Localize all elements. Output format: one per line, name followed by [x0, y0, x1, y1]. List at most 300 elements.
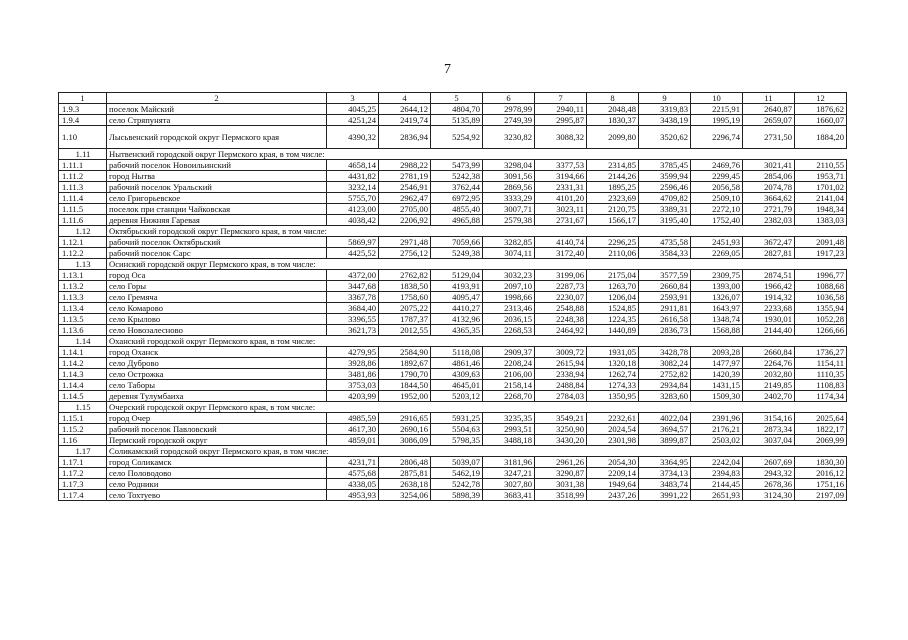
cell-value: 3664,62: [743, 193, 795, 204]
row-code: 1.17.2: [59, 468, 107, 479]
cell-value: 3154,16: [743, 413, 795, 424]
cell-value: 2215,91: [691, 104, 743, 115]
cell-value: 2176,21: [691, 424, 743, 435]
table-row: [59, 182, 847, 193]
cell-value: 3488,18: [483, 435, 535, 446]
cell-value: 1930,01: [743, 314, 795, 325]
cell-value: 1787,37: [379, 314, 431, 325]
cell-value: 2419,74: [379, 115, 431, 126]
cell-value: 1660,07: [795, 115, 847, 126]
cell-value: 2338,94: [535, 369, 587, 380]
cell-value: 2678,36: [743, 479, 795, 490]
district-row: [59, 446, 847, 457]
row-name: Нытвенский городской округ Пермского края, в том числе:: [107, 149, 847, 160]
table-body: [59, 104, 847, 501]
cell-value: 2762,82: [379, 270, 431, 281]
table-row: [59, 104, 847, 115]
cell-value: 5504,63: [431, 424, 483, 435]
row-code: 1.13.2: [59, 281, 107, 292]
cell-value: 2469,76: [691, 160, 743, 171]
cell-value: 2962,47: [379, 193, 431, 204]
cell-value: 1995,19: [691, 115, 743, 126]
cell-value: 3396,55: [327, 314, 379, 325]
row-code: 1.13.5: [59, 314, 107, 325]
column-header: 4: [379, 93, 431, 104]
table-row: [59, 435, 847, 446]
cell-value: 2873,34: [743, 424, 795, 435]
cell-value: 2616,58: [639, 314, 691, 325]
cell-value: 1320,18: [587, 358, 639, 369]
cell-value: 3032,23: [483, 270, 535, 281]
row-name: город Соликамск: [107, 457, 327, 468]
cell-value: 2016,12: [795, 468, 847, 479]
cell-value: 3074,11: [483, 248, 535, 259]
cell-value: 2644,12: [379, 104, 431, 115]
cell-value: 4953,93: [327, 490, 379, 501]
cell-value: 2940,11: [535, 104, 587, 115]
cell-value: 2272,10: [691, 204, 743, 215]
cell-value: 2309,75: [691, 270, 743, 281]
cell-value: 2995,87: [535, 115, 587, 126]
cell-value: 2451,93: [691, 237, 743, 248]
cell-value: 2331,31: [535, 182, 587, 193]
cell-value: 1568,88: [691, 325, 743, 336]
table-row: [59, 413, 847, 424]
cell-value: 2391,96: [691, 413, 743, 424]
cell-value: 3088,32: [535, 126, 587, 149]
cell-value: 1355,94: [795, 303, 847, 314]
cell-value: 1966,42: [743, 281, 795, 292]
table-row: [59, 424, 847, 435]
cell-value: 4859,01: [327, 435, 379, 446]
column-header: 1: [59, 93, 107, 104]
cell-value: 1348,74: [691, 314, 743, 325]
cell-value: 2784,03: [535, 391, 587, 402]
cell-value: 4861,46: [431, 358, 483, 369]
cell-value: 2032,80: [743, 369, 795, 380]
row-name: город Оханск: [107, 347, 327, 358]
cell-value: 2144,45: [691, 479, 743, 490]
cell-value: 2110,06: [587, 248, 639, 259]
cell-value: 2025,64: [795, 413, 847, 424]
cell-value: 2296,74: [691, 126, 743, 149]
cell-value: 2206,92: [379, 215, 431, 226]
cell-value: 2074,78: [743, 182, 795, 193]
cell-value: 1643,97: [691, 303, 743, 314]
cell-value: 5254,92: [431, 126, 483, 149]
row-name: рабочий поселок Сарс: [107, 248, 327, 259]
cell-value: 5249,38: [431, 248, 483, 259]
table-row: [59, 237, 847, 248]
district-row: [59, 336, 847, 347]
row-name: деревня Тулумбаиха: [107, 391, 327, 402]
row-code: 1.11.3: [59, 182, 107, 193]
cell-value: 4855,40: [431, 204, 483, 215]
row-code: 1.14.2: [59, 358, 107, 369]
cell-value: 2854,06: [743, 171, 795, 182]
cell-value: 2093,28: [691, 347, 743, 358]
cell-value: 1790,70: [379, 369, 431, 380]
cell-value: 2916,65: [379, 413, 431, 424]
cell-value: 1931,05: [587, 347, 639, 358]
table-row: [59, 358, 847, 369]
row-code: 1.13.1: [59, 270, 107, 281]
cell-value: 1263,70: [587, 281, 639, 292]
cell-value: 1752,40: [691, 215, 743, 226]
cell-value: 3928,86: [327, 358, 379, 369]
cell-value: 2660,84: [639, 281, 691, 292]
cell-value: 7059,66: [431, 237, 483, 248]
cell-value: 3899,87: [639, 435, 691, 446]
row-code: 1.11.6: [59, 215, 107, 226]
table-row: [59, 160, 847, 171]
row-code: 1.16: [59, 435, 107, 446]
row-name: рабочий поселок Уральский: [107, 182, 327, 193]
cell-value: 4575,68: [327, 468, 379, 479]
cell-value: 2197,09: [795, 490, 847, 501]
table-row: [59, 215, 847, 226]
cell-value: 2607,69: [743, 457, 795, 468]
cell-value: 2437,26: [587, 490, 639, 501]
cell-value: 3021,41: [743, 160, 795, 171]
row-name: село Тохтуево: [107, 490, 327, 501]
table-row: [59, 380, 847, 391]
cell-value: 2749,39: [483, 115, 535, 126]
table-row: [59, 248, 847, 259]
cell-value: 2314,85: [587, 160, 639, 171]
cell-value: 4372,00: [327, 270, 379, 281]
cell-value: 3683,41: [483, 490, 535, 501]
table-row: [59, 193, 847, 204]
cell-value: 4231,71: [327, 457, 379, 468]
cell-value: 2943,32: [743, 468, 795, 479]
cell-value: 1036,58: [795, 292, 847, 303]
cell-value: 1884,20: [795, 126, 847, 149]
district-row: [59, 226, 847, 237]
row-name: село Половодово: [107, 468, 327, 479]
cell-value: 3377,53: [535, 160, 587, 171]
cell-value: 2248,38: [535, 314, 587, 325]
cell-value: 3428,78: [639, 347, 691, 358]
cell-value: 1892,67: [379, 358, 431, 369]
cell-value: 1838,50: [379, 281, 431, 292]
cell-value: 3082,24: [639, 358, 691, 369]
cell-value: 3333,29: [483, 193, 535, 204]
cell-value: 3235,35: [483, 413, 535, 424]
row-name: село Гремяча: [107, 292, 327, 303]
cell-value: 3481,86: [327, 369, 379, 380]
cell-value: 1431,15: [691, 380, 743, 391]
cell-value: 1876,62: [795, 104, 847, 115]
cell-value: 2056,58: [691, 182, 743, 193]
cell-value: 4038,42: [327, 215, 379, 226]
cell-value: 2144,40: [743, 325, 795, 336]
cell-value: 3753,03: [327, 380, 379, 391]
cell-value: 3684,40: [327, 303, 379, 314]
cell-value: 2106,00: [483, 369, 535, 380]
cell-value: 2069,99: [795, 435, 847, 446]
row-name: село Дуброво: [107, 358, 327, 369]
cell-value: 2934,84: [639, 380, 691, 391]
cell-value: 3254,06: [379, 490, 431, 501]
cell-value: 2488,84: [535, 380, 587, 391]
tariff-table: [58, 92, 847, 501]
cell-value: 3230,82: [483, 126, 535, 149]
cell-value: 5203,12: [431, 391, 483, 402]
cell-value: 2264,76: [743, 358, 795, 369]
row-code: 1.13.6: [59, 325, 107, 336]
cell-value: 1052,28: [795, 314, 847, 325]
district-row: [59, 149, 847, 160]
cell-value: 3027,80: [483, 479, 535, 490]
cell-value: 2660,84: [743, 347, 795, 358]
table-row: [59, 270, 847, 281]
cell-value: 5755,70: [327, 193, 379, 204]
cell-value: 3518,99: [535, 490, 587, 501]
cell-value: 2036,15: [483, 314, 535, 325]
cell-value: 2012,55: [379, 325, 431, 336]
cell-value: 1844,50: [379, 380, 431, 391]
page-number: 7: [444, 62, 451, 77]
cell-value: 2596,46: [639, 182, 691, 193]
row-code: 1.15.2: [59, 424, 107, 435]
cell-value: 1524,85: [587, 303, 639, 314]
cell-value: 4709,82: [639, 193, 691, 204]
cell-value: 1822,17: [795, 424, 847, 435]
cell-value: 2464,92: [535, 325, 587, 336]
cell-value: 3298,04: [483, 160, 535, 171]
cell-value: 3091,56: [483, 171, 535, 182]
row-name: село Стряпунята: [107, 115, 327, 126]
cell-value: 4425,52: [327, 248, 379, 259]
cell-value: 2120,75: [587, 204, 639, 215]
cell-value: 1110,35: [795, 369, 847, 380]
cell-value: 3430,20: [535, 435, 587, 446]
cell-value: 3290,87: [535, 468, 587, 479]
cell-value: 4101,20: [535, 193, 587, 204]
row-name: село Острожка: [107, 369, 327, 380]
cell-value: 4022,04: [639, 413, 691, 424]
cell-value: 3037,04: [743, 435, 795, 446]
cell-value: 3250,90: [535, 424, 587, 435]
row-code: 1.9.3: [59, 104, 107, 115]
cell-value: 2721,79: [743, 204, 795, 215]
district-row: [59, 259, 847, 270]
cell-value: 3991,22: [639, 490, 691, 501]
cell-value: 2301,98: [587, 435, 639, 446]
cell-value: 1830,30: [795, 457, 847, 468]
cell-value: 1736,27: [795, 347, 847, 358]
cell-value: 3009,72: [535, 347, 587, 358]
cell-value: 2993,51: [483, 424, 535, 435]
cell-value: 2827,81: [743, 248, 795, 259]
cell-value: 3599,94: [639, 171, 691, 182]
cell-value: 1948,34: [795, 204, 847, 215]
table-row: [59, 281, 847, 292]
column-header: 7: [535, 93, 587, 104]
cell-value: 3694,57: [639, 424, 691, 435]
cell-value: 1509,30: [691, 391, 743, 402]
cell-value: 1701,02: [795, 182, 847, 193]
cell-value: 2230,07: [535, 292, 587, 303]
cell-value: 4617,30: [327, 424, 379, 435]
row-code: 1.15.1: [59, 413, 107, 424]
cell-value: 4410,27: [431, 303, 483, 314]
cell-value: 2054,30: [587, 457, 639, 468]
cell-value: 2099,80: [587, 126, 639, 149]
cell-value: 2731,50: [743, 126, 795, 149]
cell-value: 4365,35: [431, 325, 483, 336]
cell-value: 3319,83: [639, 104, 691, 115]
cell-value: 2836,94: [379, 126, 431, 149]
cell-value: 2752,82: [639, 369, 691, 380]
cell-value: 2731,67: [535, 215, 587, 226]
header-row: [59, 93, 847, 104]
cell-value: 5898,39: [431, 490, 483, 501]
column-header: 9: [639, 93, 691, 104]
row-name: село Горы: [107, 281, 327, 292]
row-code: 1.12.1: [59, 237, 107, 248]
cell-value: 1751,16: [795, 479, 847, 490]
row-name: город Оса: [107, 270, 327, 281]
row-code: 1.11.2: [59, 171, 107, 182]
row-name: Октябрьский городской округ Пермского края, в том числе:: [107, 226, 847, 237]
cell-value: 3172,40: [535, 248, 587, 259]
row-name: город Очер: [107, 413, 327, 424]
row-code: 1.9.4: [59, 115, 107, 126]
cell-value: 3762,44: [431, 182, 483, 193]
cell-value: 1477,97: [691, 358, 743, 369]
table-row: [59, 457, 847, 468]
cell-value: 2048,48: [587, 104, 639, 115]
row-code: 1.11.4: [59, 193, 107, 204]
cell-value: 2394,83: [691, 468, 743, 479]
cell-value: 2323,69: [587, 193, 639, 204]
cell-value: 3672,47: [743, 237, 795, 248]
cell-value: 3124,30: [743, 490, 795, 501]
row-code: 1.14.5: [59, 391, 107, 402]
row-name: поселок при станции Чайковская: [107, 204, 327, 215]
row-code: 1.13: [59, 259, 107, 270]
cell-value: 2509,10: [691, 193, 743, 204]
cell-value: 1949,64: [587, 479, 639, 490]
cell-value: 2651,93: [691, 490, 743, 501]
cell-value: 2149,85: [743, 380, 795, 391]
cell-value: 3031,38: [535, 479, 587, 490]
cell-value: 2175,04: [587, 270, 639, 281]
cell-value: 2548,88: [535, 303, 587, 314]
row-code: 1.11.1: [59, 160, 107, 171]
cell-value: 2232,61: [587, 413, 639, 424]
cell-value: 2268,53: [483, 325, 535, 336]
cell-value: 5798,35: [431, 435, 483, 446]
cell-value: 2593,91: [639, 292, 691, 303]
cell-value: 3194,66: [535, 171, 587, 182]
row-code: 1.12: [59, 226, 107, 237]
cell-value: 2209,14: [587, 468, 639, 479]
row-name: Оханский городской округ Пермского края, в том числе:: [107, 336, 847, 347]
cell-value: 2091,48: [795, 237, 847, 248]
cell-value: 3577,59: [639, 270, 691, 281]
cell-value: 2299,45: [691, 171, 743, 182]
cell-value: 4203,99: [327, 391, 379, 402]
row-code: 1.14.1: [59, 347, 107, 358]
cell-value: 1440,89: [587, 325, 639, 336]
cell-value: 3282,85: [483, 237, 535, 248]
table-row: [59, 204, 847, 215]
cell-value: 3520,62: [639, 126, 691, 149]
row-name: Соликамский городской округ Пермского края, в том числе:: [107, 446, 847, 457]
cell-value: 2402,70: [743, 391, 795, 402]
cell-value: 3438,19: [639, 115, 691, 126]
row-code: 1.13.4: [59, 303, 107, 314]
row-name: село Григорьевское: [107, 193, 327, 204]
cell-value: 5118,08: [431, 347, 483, 358]
cell-value: 5869,97: [327, 237, 379, 248]
column-header: 2: [107, 93, 327, 104]
cell-value: 1108,83: [795, 380, 847, 391]
cell-value: 3086,09: [379, 435, 431, 446]
cell-value: 2705,00: [379, 204, 431, 215]
cell-value: 5462,19: [431, 468, 483, 479]
column-header: 3: [327, 93, 379, 104]
cell-value: 1566,17: [587, 215, 639, 226]
cell-value: 2268,70: [483, 391, 535, 402]
table-row: [59, 126, 847, 149]
cell-value: 2075,22: [379, 303, 431, 314]
cell-value: 3195,40: [639, 215, 691, 226]
cell-value: 4095,47: [431, 292, 483, 303]
cell-value: 4193,91: [431, 281, 483, 292]
cell-value: 2909,37: [483, 347, 535, 358]
cell-value: 5242,78: [431, 479, 483, 490]
row-code: 1.11: [59, 149, 107, 160]
table-row: [59, 468, 847, 479]
cell-value: 2110,55: [795, 160, 847, 171]
row-name: рабочий поселок Октябрьский: [107, 237, 327, 248]
cell-value: 2640,87: [743, 104, 795, 115]
cell-value: 4279,95: [327, 347, 379, 358]
cell-value: 6972,95: [431, 193, 483, 204]
row-name: рабочий поселок Новоильинский: [107, 160, 327, 171]
row-code: 1.17: [59, 446, 107, 457]
cell-value: 2978,99: [483, 104, 535, 115]
table-row: [59, 391, 847, 402]
cell-value: 4251,24: [327, 115, 379, 126]
row-name: Очерский городской округ Пермского края, в том числе:: [107, 402, 847, 413]
cell-value: 2141,04: [795, 193, 847, 204]
row-code: 1.14.3: [59, 369, 107, 380]
cell-value: 2961,26: [535, 457, 587, 468]
cell-value: 2971,48: [379, 237, 431, 248]
cell-value: 1350,95: [587, 391, 639, 402]
cell-value: 1224,35: [587, 314, 639, 325]
row-name: село Крылово: [107, 314, 327, 325]
cell-value: 2503,02: [691, 435, 743, 446]
cell-value: 3785,45: [639, 160, 691, 171]
cell-value: 1262,74: [587, 369, 639, 380]
column-header: 8: [587, 93, 639, 104]
cell-value: 2781,19: [379, 171, 431, 182]
cell-value: 4658,14: [327, 160, 379, 171]
row-name: Пермский городской округ: [107, 435, 327, 446]
table-header: [59, 93, 847, 104]
cell-value: 5473,99: [431, 160, 483, 171]
row-code: 1.10: [59, 126, 107, 149]
cell-value: 1266,66: [795, 325, 847, 336]
cell-value: 1914,32: [743, 292, 795, 303]
cell-value: 2869,56: [483, 182, 535, 193]
